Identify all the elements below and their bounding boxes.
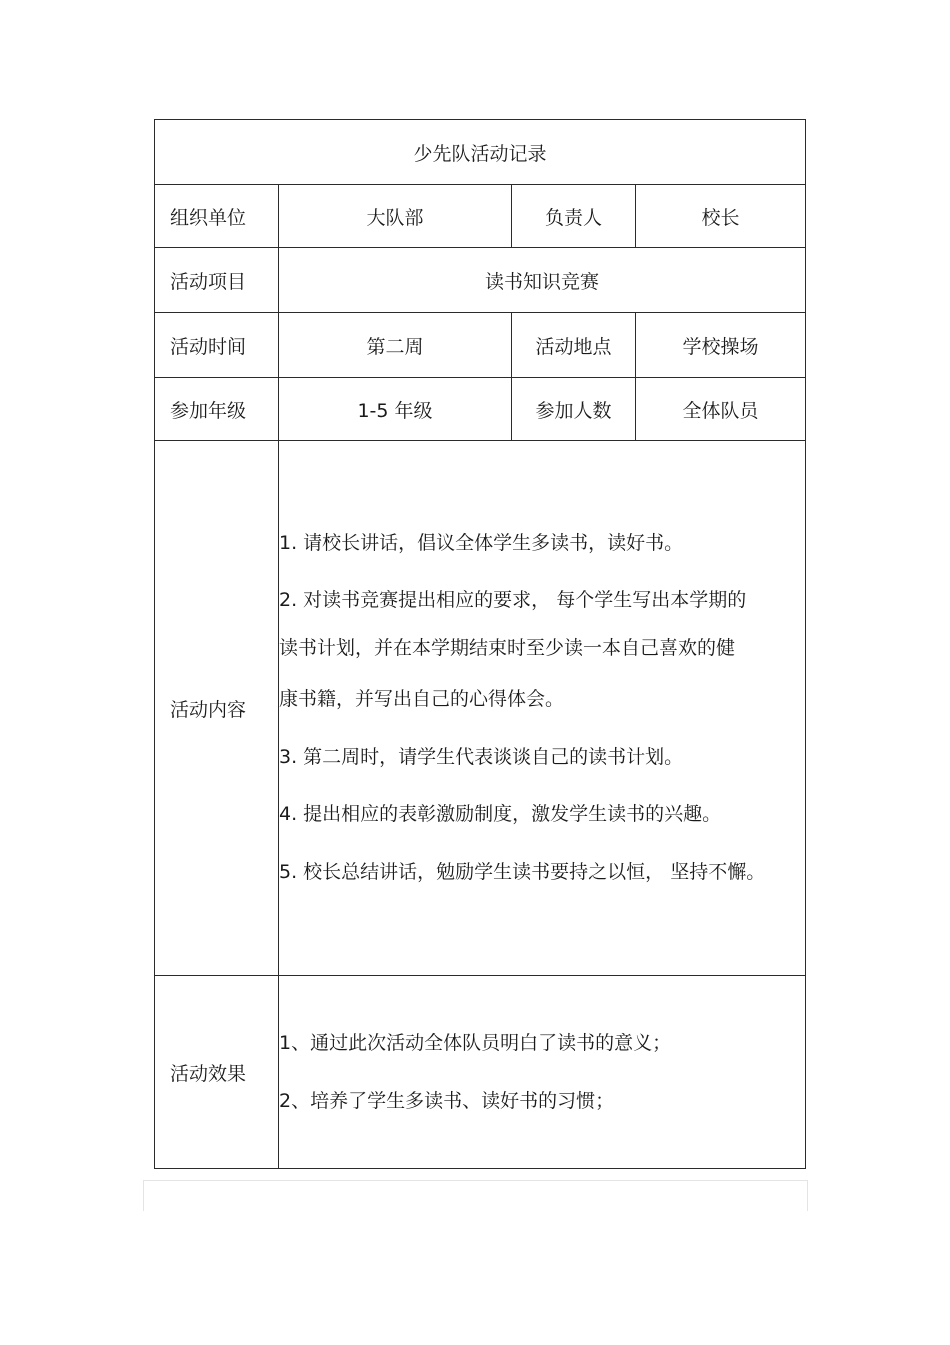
effect-list	[279, 1029, 805, 1116]
location-label: 活动地点	[512, 313, 636, 378]
effect-cell	[279, 976, 806, 1169]
project-label: 活动项目	[155, 248, 279, 313]
org-label: 组织单位	[155, 185, 279, 248]
content-label: 活动内容	[155, 441, 279, 976]
activity-record-table	[154, 119, 806, 1169]
time-row	[155, 313, 806, 378]
leader-label: 负责人	[512, 185, 636, 248]
next-page-edge	[143, 1180, 808, 1211]
table-title: 少先队活动记录	[155, 120, 806, 185]
content-item: 读书计划，并在本学期结束时至少读一本自己喜欢的健	[279, 637, 736, 659]
leader-value: 校长	[636, 185, 806, 248]
content-item: 4. 提出相应的表彰激励制度，激发学生读书的兴趣。	[279, 803, 722, 825]
org-value: 大队部	[279, 185, 512, 248]
content-item: 3. 第二周时，请学生代表谈谈自己的读书计划。	[279, 746, 684, 768]
effect-item: 2、培养了学生多读书、读好书的习惯；	[279, 1089, 615, 1112]
content-row	[155, 441, 806, 976]
effect-row	[155, 976, 806, 1169]
content-item: 2. 对读书竞赛提出相应的要求， 每个学生写出本学期的	[279, 589, 747, 611]
project-value: 读书知识竞赛	[279, 248, 806, 313]
org-row	[155, 185, 806, 248]
time-value: 第二周	[279, 313, 512, 378]
location-value: 学校操场	[636, 313, 806, 378]
effect-item: 1、通过此次活动全体队员明白了读书的意义；	[279, 1031, 672, 1054]
content-item: 1. 请校长讲话，倡议全体学生多读书，读好书。	[279, 532, 684, 554]
participants-value: 全体队员	[636, 378, 806, 441]
project-row	[155, 248, 806, 313]
content-cell	[279, 441, 806, 976]
content-list	[279, 529, 805, 887]
grade-label: 参加年级	[155, 378, 279, 441]
title-row	[155, 120, 806, 185]
grade-value: 1-5 年级	[279, 378, 512, 441]
content-item: 康书籍，并写出自己的心得体会。	[279, 688, 565, 710]
content-item: 5. 校长总结讲话，勉励学生读书要持之以恒， 坚持不懈。	[279, 861, 766, 883]
participants-label: 参加人数	[512, 378, 636, 441]
time-label: 活动时间	[155, 313, 279, 378]
effect-label: 活动效果	[155, 976, 279, 1169]
grade-row	[155, 378, 806, 441]
